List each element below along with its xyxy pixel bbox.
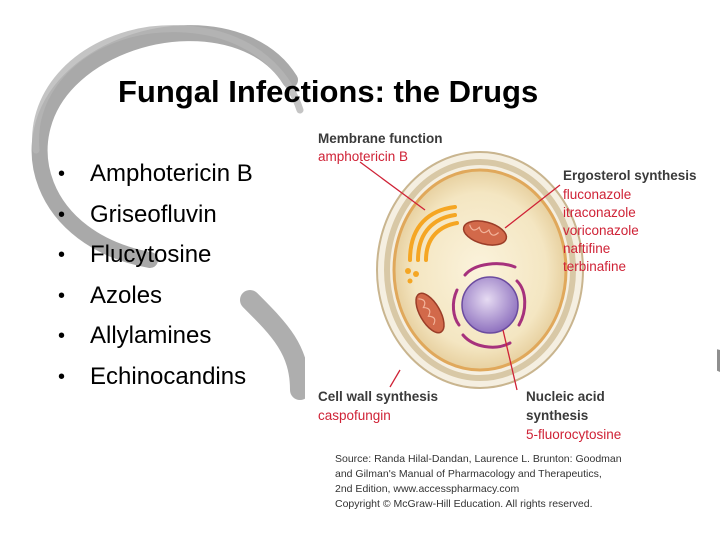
nucleic-acid-drug: 5-fluorocytosine <box>526 427 622 442</box>
source-line: Source: Randa Hilal-Dandan, Laurence L. Brunton: Goodman <box>335 453 622 465</box>
source-line: 2nd Edition, www.accesspharmacy.com <box>335 483 520 495</box>
bullet-dot: • <box>58 163 66 185</box>
list-item-text: Echinocandins <box>90 362 247 390</box>
source-line: and Gilman's Manual of Pharmacology and Therapeutics, <box>335 468 602 480</box>
fungal-cell-figure <box>305 125 717 515</box>
membrane-drug: amphotericin B <box>318 149 409 164</box>
bullet-dot: • <box>58 325 66 347</box>
drug-bullet-list <box>58 160 253 403</box>
list-item-text: Griseofluvin <box>90 200 217 228</box>
source-line: Copyright © McGraw-Hill Education. All rights reserved. <box>335 498 593 510</box>
list-item <box>58 282 253 323</box>
nucleus <box>462 277 518 333</box>
bullet-dot: • <box>58 284 66 307</box>
list-item-text: Amphotericin B <box>90 160 253 187</box>
slide-title: Fungal Infections: the Drugs <box>118 74 539 109</box>
ergosterol-drug: fluconazole <box>563 187 632 202</box>
membrane-heading: Membrane function <box>318 131 443 146</box>
list-item <box>58 201 253 242</box>
list-item <box>58 322 253 363</box>
source-citation <box>335 452 622 512</box>
ergosterol-drug: itraconazole <box>563 205 636 220</box>
nucleic-acid-heading: Nucleic acid <box>526 389 605 404</box>
list-item-text: Azoles <box>90 281 163 309</box>
ergosterol-drug: terbinafine <box>563 259 627 274</box>
ergosterol-drug: naftifine <box>563 241 611 256</box>
cell-wall-drug: caspofungin <box>318 408 391 423</box>
bullet-dot: • <box>58 203 66 226</box>
list-item-text: Allylamines <box>90 322 212 349</box>
bullet-dot: • <box>58 244 66 266</box>
list-item <box>58 363 253 404</box>
ergosterol-drug: voriconazole <box>563 223 639 238</box>
list-item <box>58 160 253 201</box>
ergosterol-heading: Ergosterol synthesis <box>563 168 697 183</box>
list-item-text: Flucytosine <box>90 241 212 268</box>
bullet-dot: • <box>58 365 66 388</box>
nucleic-acid-heading-2: synthesis <box>526 408 589 423</box>
list-item <box>58 241 253 282</box>
cell-wall-heading: Cell wall synthesis <box>318 389 439 404</box>
